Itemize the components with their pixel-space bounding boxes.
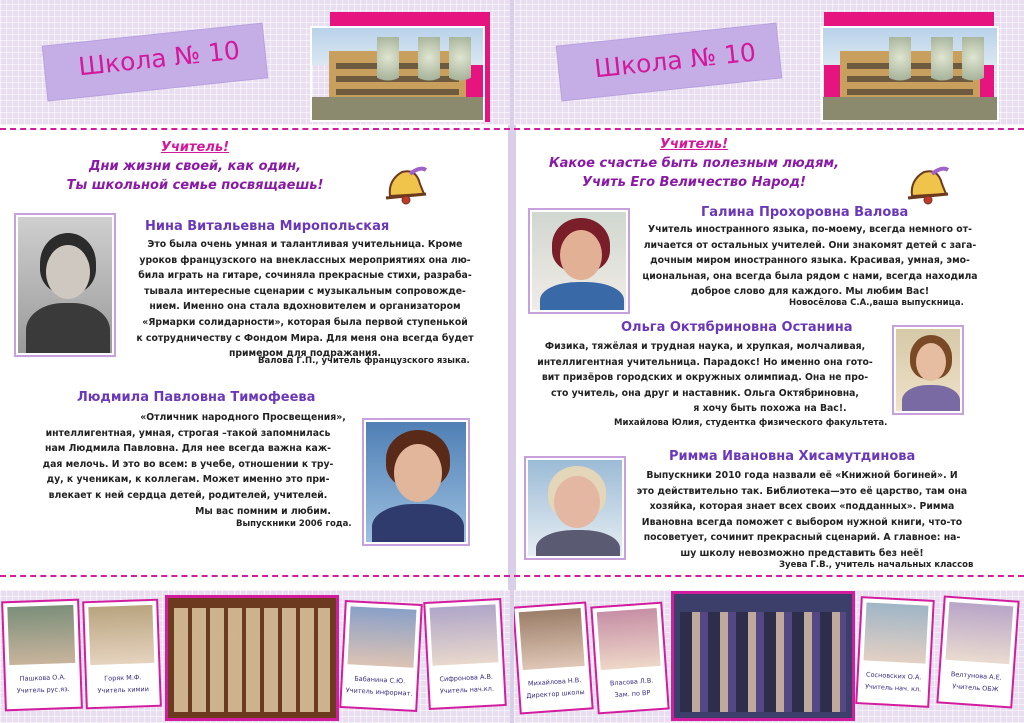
staff-card [84,601,160,707]
signature: Выпускники 2006 года. [236,519,352,529]
poem-line-1: Учитель! [160,140,230,155]
teacher-name: Римма Ивановна Хисамутдинова [669,449,916,464]
class-group-photo [674,594,852,718]
poem-line-1: Учитель! [659,137,729,152]
signature: Валова Г.П., учитель французского языка. [258,356,470,366]
bell-icon [902,160,950,208]
school-photo [821,26,999,122]
card-role: Учитель нач.кл. [439,684,495,696]
poem-line-2: Какое счастье быть полезным людям, [548,156,840,171]
portrait-khisamutdinova [526,458,624,558]
divider-top [514,128,1024,130]
staff-card [3,601,81,710]
staff-group-photo [168,598,336,718]
divider-bottom [0,575,510,577]
teacher-name: Ольга Октябриновна Останина [621,320,853,335]
card-name: Сосновских О.А. [865,670,922,682]
card-role: Учитель ОБЖ [952,682,999,694]
poem [40,138,350,195]
teacher-text: «Отличник народного Просвещения», интеллигентная, умная, строгая –такой запомнилась нам Людмила Павловна. Для нее всегда важна каж- дая мелочь. И это во всем: в учебе, отношении к тру- ду, к ученикам, к коллегам. Может именно это при- влекает к ней сердца детей, родителей, учителей. Мы вас помним и любим. [42,412,346,517]
card-name: Пашкова О.А. [19,673,67,683]
card-name: Горяк М.Ф. [104,673,142,683]
card-name: Бабанина С.Ю. [354,674,406,686]
teacher-text: Учитель иностранного языка, по-моему, всегда немного от- личается от остальных учителей. Они знакомят детей с зага- дочным миром иностранного языка. Красивая, умная, эмо- циональная, она всегда была рядом с нами, всегда находила доброе слово для каждого. Мы любим Вас! [642,224,978,298]
page-title: Школа № 10 [592,37,758,84]
bell-icon [380,160,428,208]
staff-card [592,604,667,712]
signature: Михайлова Юлия, студентка физического факультета. [614,418,888,428]
left-page [0,0,510,723]
card-role: Учитель информат. [345,686,413,698]
signature: Зуева Г.В., учитель начальных классов [779,560,974,570]
divider-top [0,128,510,130]
staff-card [514,604,591,713]
portrait-ostanina [894,327,962,413]
portrait-miropolskaya [16,215,114,355]
card-role: Учитель химии [97,685,150,695]
card-role: Учитель нач. кл. [864,682,922,694]
signature: Новосёлова С.А.,ваша выпускница. [789,298,964,308]
poem-line-2: Дни жизни своей, как один, [88,159,302,174]
card-name: Велтунова А.Е. [950,670,1003,682]
staff-card [938,598,1017,707]
card-name: Михайлова Н.В. [527,676,582,688]
portrait-valova [530,210,628,312]
card-role: Зам. по ВР [614,688,651,700]
card-role: Учитель рус.яз. [16,685,70,695]
poem-line-3: Учить Его Величество Народ! [582,175,806,190]
page-title: Школа № 10 [76,35,242,82]
poem-line-3: Ты школьной семье посвящаешь! [66,178,324,193]
teacher-name: Галина Прохоровна Валова [701,205,909,220]
teacher-name: Людмила Павловна Тимофеева [77,390,316,405]
teacher-name: Нина Витальевна Миропольская [145,219,390,234]
school-photo [310,26,485,122]
divider-bottom [514,575,1024,577]
portrait-timofeeva [364,420,468,544]
teacher-text: Физика, тяжёлая и трудная наука, и хрупкая, молчаливая, интеллигентная учительница. Парадокс! Но именно она гото- вит призёров городских и окружных олимпиад. Она не про- сто учитель, она друг и наставник. Ольга Октябриновна, я хочу быть похожа на Вас!. [537,341,873,415]
card-role: Директор школы [526,687,585,700]
teacher-text: Это была очень умная и талантливая учительница. Кроме уроков французского на внеклассных мероприятиях она лю- била играть на гитаре, сочиняла прекрасные стихи, разраба- тывала интересные сценарии с музыкальным сопровожде- нием. Именно она стала вдохновителем и организатором «Ярмарки солидарности», которая была первой ступенькой к сотрудничеству с Фондом Мира. Для меня она всегда будет примером для подражания. [136,239,474,360]
teacher-text: Выпускники 2010 года назвали её «Книжной богиней». И это действительно так. Библиотека—это её царство, там она хозяйка, которая знает всех своих «подданных». Римма Ивановна всегда поможет с выбором нужной книги, что-то посоветует, сочинит прекрасный сценарий. А главное: на- шу школу невозможно представить без неё! [636,470,968,559]
staff-card [425,600,504,708]
poem [534,135,854,192]
card-name: Власова Л.В. [609,676,654,688]
right-page [514,0,1024,723]
card-name: Сифронова А.В. [439,672,494,684]
staff-card [341,602,420,710]
staff-card [857,598,932,706]
